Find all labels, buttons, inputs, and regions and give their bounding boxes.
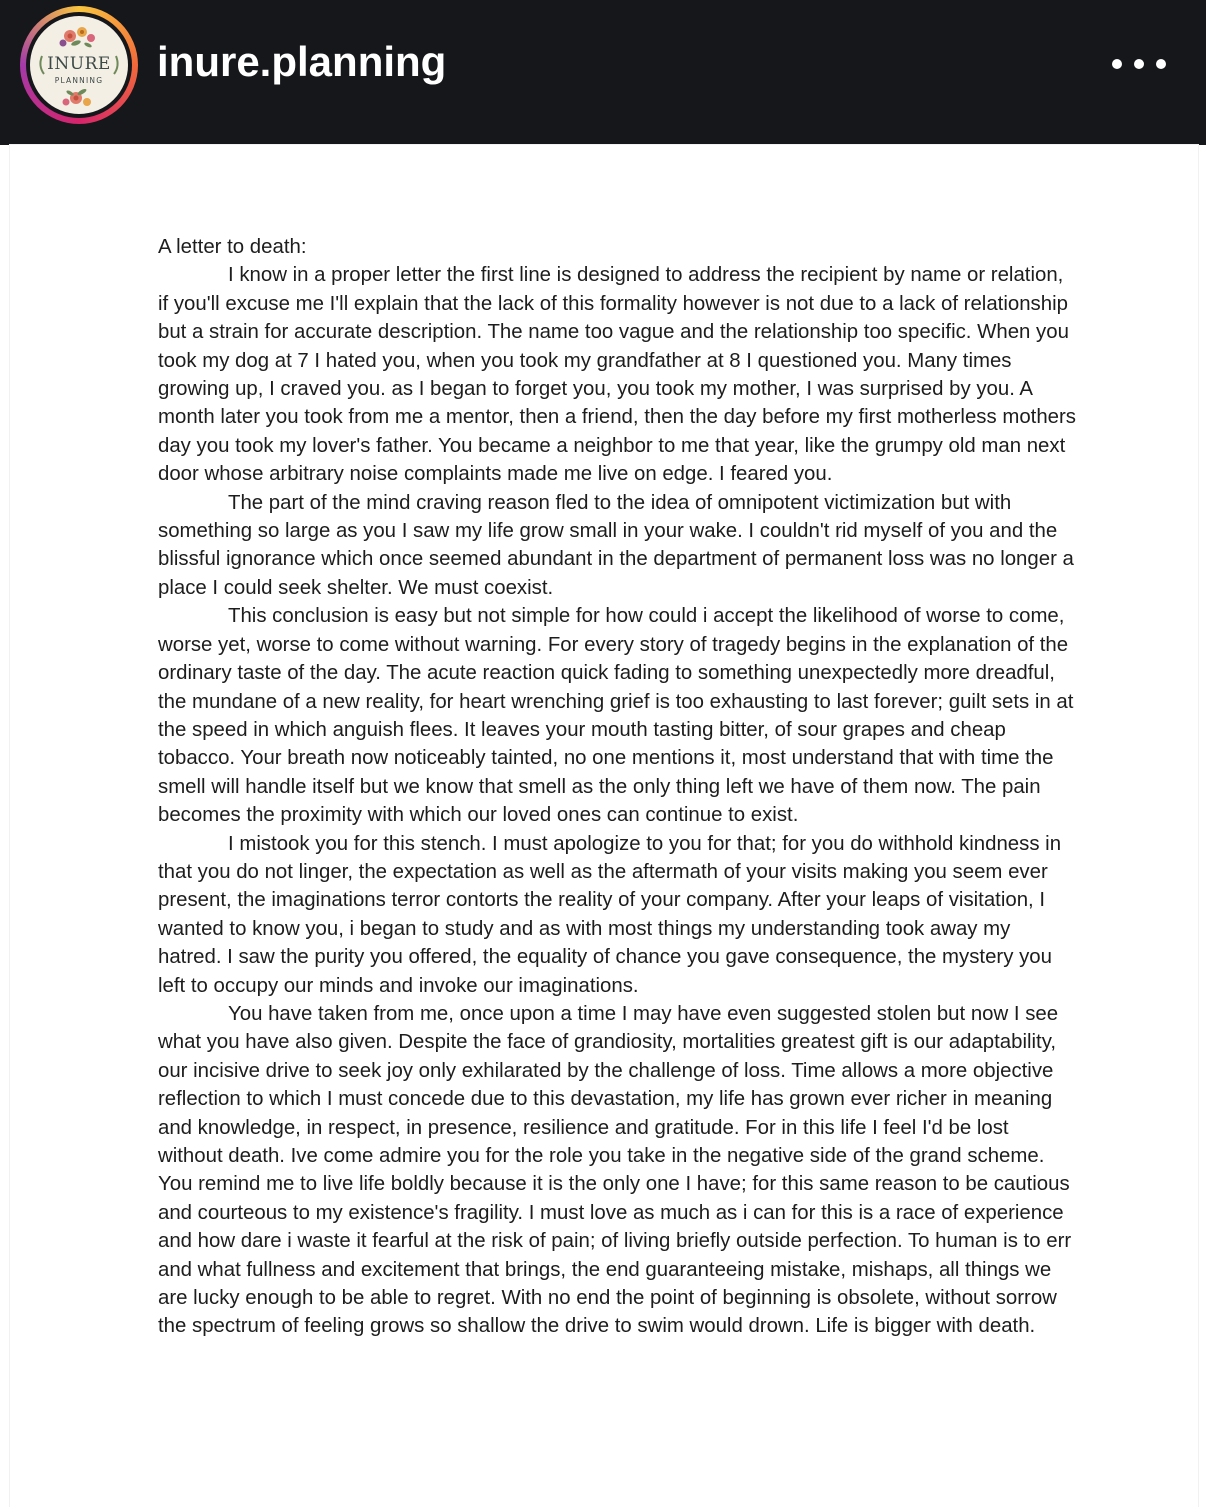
- post-image[interactable]: [0, 145, 1206, 1507]
- more-options-button[interactable]: [1108, 48, 1170, 80]
- logo-subtitle: PLANNING: [54, 76, 104, 85]
- avatar-logo: [30, 16, 128, 114]
- letter-paragraph: You have taken from me, once upon a time I may have even suggested stolen but now I see what you have also given. Despite the face of grandiosity, mortalities greatest gift is our adaptability, our incisive drive to seek joy only exhilarated by the challenge of loss. Time allows a more objective reflection to which I must concede due to this devastation, my life has grown ever richer in meaning and knowledge, in respect, in presence, resilience and gratitude. For in this life I feel I'd be lost without death. Ive come admire you for the role you take in the negative side of the grand scheme. You remind me to live life boldly because it is the only one I have; for this same reason to be cautious and courteous to my existence's fragility. I must love as much as i can for this is a race of experience and how dare i waste it fearful at the risk of pain; of living briefly outside perfection. To human is to err and what fullness and excitement that brings, the end guaranteeing mistake, mishaps, all things we are lucky enough to be able to regret. With no end the point of beginning is obsolete, without sorrow the spectrum of feeling grows so shallow the drive to swim would drown. Life is bigger with death.: [158, 1002, 1072, 1338]
- more-horizontal-icon: [1156, 59, 1166, 69]
- username[interactable]: inure.planning: [157, 38, 447, 85]
- logo-word: INURE: [47, 54, 111, 74]
- letter-salutation: A letter to death:: [158, 236, 307, 258]
- post-header: [0, 0, 1206, 145]
- letter-paragraph: This conclusion is easy but not simple for how could i accept the likelihood of worse to come, worse yet, worse to come without warning. For every story of tragedy begins in the explanation of the ordinary taste of the day. The acute reaction quick fading to something unexpectedly more dreadful, the mundane of a new reality, for heart wrenching grief is too exhausting to last forever; guilt sets in at the speed in which anguish flees. It leaves your mouth tasting bitter, of sour grapes and cheap tobacco. Your breath now noticeably tainted, no one mentions it, most understand that with time the smell will handle itself but we know that smell as the only thing left we have of them now. The pain becomes the proximity with which our loved ones can continue to exist.: [158, 605, 1074, 827]
- letter-paragraph: The part of the mind craving reason fled to the idea of omnipotent victimization but with something so large as you I saw my life grow small in your wake. I couldn't rid myself of you and the blissful ignorance which once seemed abundant in the department of permanent loss was no longer a place I could seek shelter. We must coexist.: [158, 491, 1074, 599]
- letter-paragraph: I know in a proper letter the first line is designed to address the recipient by name or relation, if you'll excuse me I'll explain that the lack of this formality however is not due to a lack of relationship but a strain for accurate description. The name too vague and the relationship too specific. When you took my dog at 7 I hated you, when you took my grandfather at 8 I questioned you. Many times growing up, I craved you. as I began to forget you, you took my mother, I was surprised by you. A month later you took from me a mentor, then a friend, then the day before my first motherless mothers day you took my lover's father. You became a neighbor to me that year, like the grumpy old man next door whose arbitrary noise complaints made me live on edge. I feared you.: [158, 264, 1077, 486]
- letter-body: [158, 233, 1076, 1341]
- document-page: [10, 145, 1198, 1507]
- more-horizontal-icon: [1134, 59, 1144, 69]
- story-ring[interactable]: [20, 6, 138, 124]
- more-horizontal-icon: [1112, 59, 1122, 69]
- avatar[interactable]: [26, 12, 132, 118]
- letter-paragraph: I mistook you for this stench. I must apologize to you for that; for you do withhold kindness in that you do not linger, the expectation as well as the aftermath of your visits making you seem ever present, the imaginations terror contorts the reality of your company. After your leaps of visitation, I wanted to know you, i began to study and as with most things my understanding took away my hatred. I saw the purity you offered, the equality of chance you gave consequence, the mystery you left to occupy our minds and invoke our imaginations.: [158, 832, 1062, 997]
